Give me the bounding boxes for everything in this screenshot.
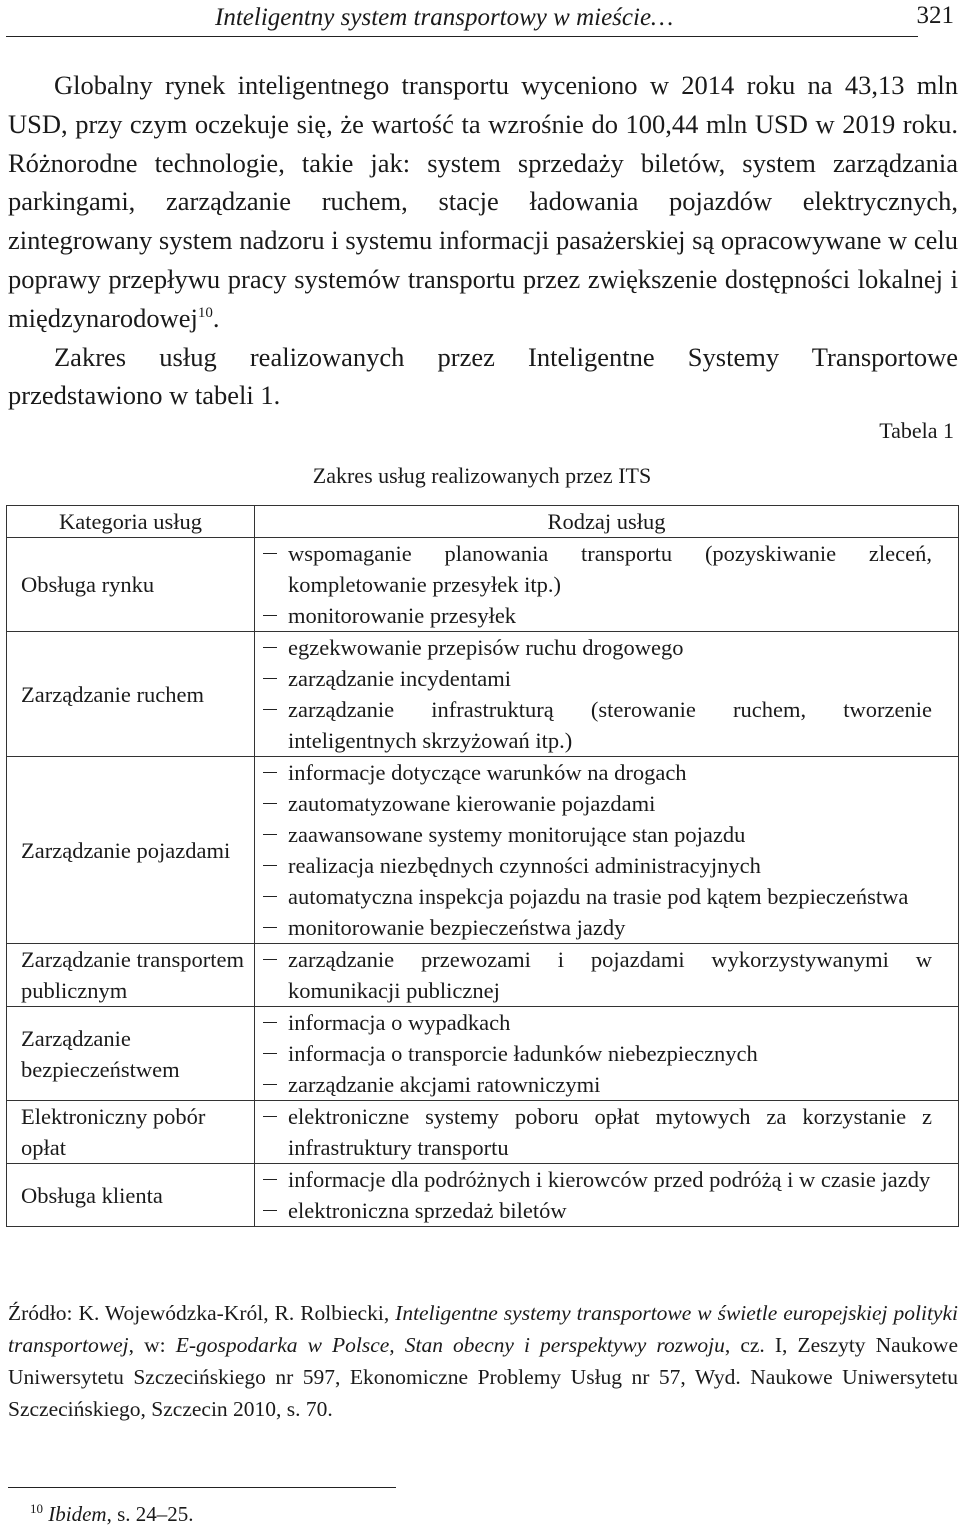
source-note bbox=[8, 1297, 958, 1425]
source-prefix: Źródło: K. Wojewódzka-Król, R. Rolbiecki, bbox=[8, 1301, 396, 1325]
source-mid: , w: bbox=[128, 1333, 176, 1357]
table-row bbox=[7, 944, 959, 1007]
service-types-cell bbox=[255, 1164, 959, 1227]
paragraph-1 bbox=[8, 66, 958, 338]
running-title: Inteligentny system transportowy w mieście… bbox=[215, 4, 674, 31]
service-item: monitorowanie przesyłek bbox=[255, 600, 950, 631]
service-category: Zarządzanie ruchem bbox=[7, 632, 255, 757]
service-category: Obsługa klienta bbox=[7, 1164, 255, 1227]
service-category: Zarządzanie bezpieczeństwem bbox=[7, 1007, 255, 1101]
source-title: Inteligentne systemy transportowe w świetle europejskiej polityki transportowej bbox=[8, 1301, 958, 1357]
paragraph-1-end: . bbox=[212, 302, 220, 333]
table-title: Zakres usług realizowanych przez ITS bbox=[312, 463, 652, 488]
service-item: monitorowanie bezpieczeństwa jazdy bbox=[255, 912, 950, 943]
table-body bbox=[7, 538, 959, 1227]
table-row bbox=[7, 1007, 959, 1101]
service-types-cell bbox=[255, 632, 959, 757]
services-table bbox=[6, 505, 959, 1227]
service-item: automatyczna inspekcja pojazdu na trasie pod kątem bezpieczeństwa bbox=[255, 881, 950, 912]
source-book: E-gospodarka w Polsce, Stan obecny i perspektywy rozwoju bbox=[175, 1333, 725, 1357]
service-list bbox=[255, 632, 950, 756]
service-item: zarządzanie infrastrukturą (sterowanie ruchem, tworzenie inteligentnych skrzyżowań itp.) bbox=[255, 694, 950, 756]
service-list bbox=[255, 944, 950, 1006]
service-list bbox=[255, 1007, 950, 1100]
column-header-service: Rodzaj usług bbox=[255, 506, 959, 538]
service-item: informacje dla podróżnych i kierowców przed podróżą i w czasie jazdy bbox=[255, 1164, 950, 1195]
column-header-category: Kategoria usług bbox=[7, 506, 255, 538]
table-row bbox=[7, 538, 959, 632]
table-label: Tabela 1 bbox=[879, 418, 954, 443]
service-item: realizacja niezbędnych czynności administracyjnych bbox=[255, 850, 950, 881]
service-list bbox=[255, 1164, 950, 1226]
service-item: zaawansowane systemy monitorujące stan pojazdu bbox=[255, 819, 950, 850]
service-item: wspomaganie planowania transportu (pozyskiwanie zleceń, kompletowanie przesyłek itp.) bbox=[255, 538, 950, 600]
service-list bbox=[255, 1101, 950, 1163]
footnote-ref[interactable]: 10 bbox=[197, 304, 213, 321]
table-row bbox=[7, 632, 959, 757]
service-item: egzekwowanie przepisów ruchu drogowego bbox=[255, 632, 950, 663]
footnote-rule bbox=[8, 1487, 396, 1488]
service-item: zarządzanie akcjami ratowniczymi bbox=[255, 1069, 950, 1100]
page-number: 321 bbox=[916, 2, 954, 29]
service-types-cell bbox=[255, 944, 959, 1007]
footnote-ibid: Ibidem bbox=[48, 1502, 107, 1526]
footnote-pages: , s. 24–25. bbox=[106, 1502, 194, 1526]
paragraph-2: Zakres usług realizowanych przez Inteligentne Systemy Transportowe przedstawiono w tabeli 1. bbox=[8, 341, 958, 411]
service-types-cell bbox=[255, 757, 959, 944]
service-item: informacja o transporcie ładunków niebezpiecznych bbox=[255, 1038, 950, 1069]
table-header-row bbox=[7, 506, 959, 538]
body-text bbox=[8, 66, 958, 415]
service-types-cell bbox=[255, 1007, 959, 1101]
table-row bbox=[7, 757, 959, 944]
service-item: zarządzanie przewozami i pojazdami wykorzystywanymi w komunikacji publicznej bbox=[255, 944, 950, 1006]
footnote-number: 10 bbox=[30, 1501, 43, 1516]
table-row bbox=[7, 1101, 959, 1164]
table-row bbox=[7, 1164, 959, 1227]
source-suffix: , cz. I, Zeszyty Naukowe Uniwersytetu Szczecińskiego nr 597, Ekonomiczne Problemy Usług nr 57, Wyd. Naukowe Uniwersytetu Szczecińskiego, Szczecin 2010, s. 70. bbox=[8, 1333, 959, 1421]
service-category: Elektroniczny pobór opłat bbox=[7, 1101, 255, 1164]
header-rule bbox=[6, 36, 918, 37]
service-item: informacja o wypadkach bbox=[255, 1007, 950, 1038]
service-item: zautomatyzowane kierowanie pojazdami bbox=[255, 788, 950, 819]
service-item: elektroniczna sprzedaż biletów bbox=[255, 1195, 950, 1226]
service-item: zarządzanie incydentami bbox=[255, 663, 950, 694]
service-category: Obsługa rynku bbox=[7, 538, 255, 632]
service-item: elektroniczne systemy poboru opłat mytowych za korzystanie z infrastruktury transportu bbox=[255, 1101, 950, 1163]
paragraph-1-text: Globalny rynek inteligentnego transportu wyceniono w 2014 roku na 43,13 mln USD, przy czym oczekuje się, że wartość ta wzrośnie do 100,44 mln USD w 2019 roku. Różnorodne technologie, takie jak: system sprzedaży biletów, system zarządzania parkingami, zarządzanie ruchem, stacje ładowania pojazdów elektrycznych, zintegrowany system nadzoru i systemu informacji pasażerskiej są opracowywane w celu poprawy przepływu pracy systemów transportu przez zwiększenie dostępności lokalnej i międzynarodowej bbox=[8, 70, 958, 333]
service-list bbox=[255, 538, 950, 631]
service-list bbox=[255, 757, 950, 943]
service-types-cell bbox=[255, 1101, 959, 1164]
page-header bbox=[0, 0, 960, 40]
service-item: informacje dotyczące warunków na drogach bbox=[255, 757, 950, 788]
footnote bbox=[30, 1502, 194, 1527]
service-category: Zarządzanie transportem publicznym bbox=[7, 944, 255, 1007]
service-category: Zarządzanie pojazdami bbox=[7, 757, 255, 944]
service-types-cell bbox=[255, 538, 959, 632]
